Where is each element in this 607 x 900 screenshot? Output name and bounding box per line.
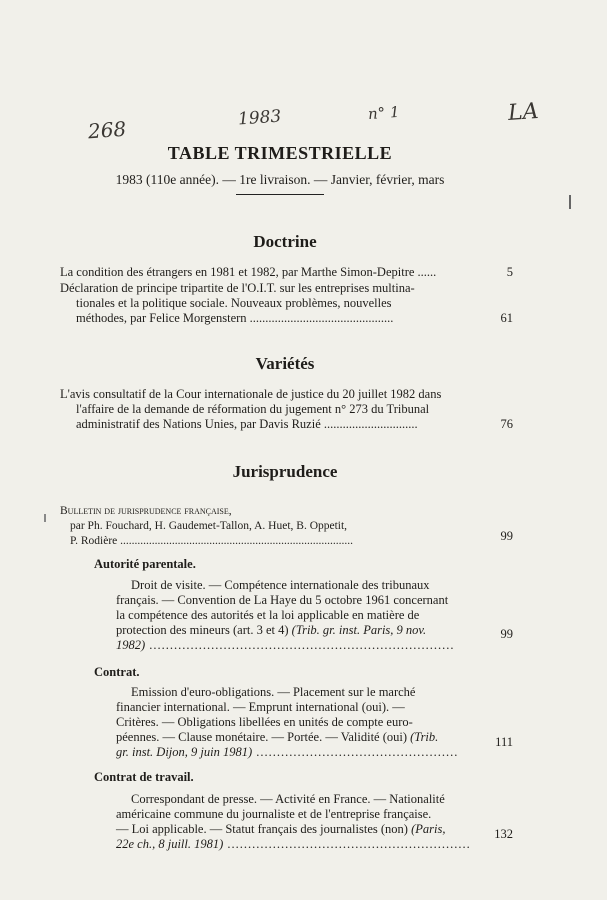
- toc-entry-text: tionales et la politique sociale. Nouveaux problèmes, nouvelles: [76, 296, 392, 310]
- toc-entry-text: l'affaire de la demande de réformation du jugement n° 273 du Tribunal: [76, 402, 430, 416]
- toc-entry-text: Correspondant de presse. — Activité en France. — Nationalité: [131, 792, 445, 806]
- toc-entry: [60, 387, 474, 432]
- toc-entry-text: protection des mineurs (art. 3 et 4): [116, 623, 292, 637]
- toc-entry-leader: .................................................: [252, 745, 459, 759]
- page-title: TABLE TRIMESTRIELLE: [167, 143, 393, 163]
- toc-page-number: 61: [500, 311, 513, 325]
- toc-entry-citation: 22e ch., 8 juill. 1981): [116, 837, 224, 851]
- toc-entry-text: L'avis consultatif de la Cour internationale de justice du 20 juillet 1982 dans: [60, 387, 442, 401]
- toc-entry-text: français. — Convention de La Haye du 5 octobre 1961 concernant: [116, 593, 449, 607]
- handwritten-note-issue: n° 1: [367, 102, 401, 124]
- toc-entry-citation: (Trib.: [410, 730, 439, 744]
- subsection-heading: Autorité parentale.: [94, 557, 196, 571]
- toc-entry-text: Critères. — Obligations libellées en unités de compte euro-: [116, 715, 413, 729]
- toc-entry-bulletin: [60, 504, 474, 549]
- toc-entry-citation: (Trib. gr. inst. Paris, 9 nov.: [291, 623, 427, 637]
- handwritten-note-number: 268: [87, 116, 127, 144]
- toc-entry-leader: ..........................................................................: [145, 638, 455, 652]
- handwritten-note-initials: LA: [507, 98, 540, 127]
- toc-entry-text: — Loi applicable. — Statut français des journalistes (non): [116, 822, 412, 836]
- toc-entry-text: Bulletin de jurisprudence française,: [60, 505, 232, 517]
- page-subtitle: 1983 (110e année). — 1re livraison. — Janvier, février, mars: [115, 172, 445, 187]
- toc-entry-text: péennes. — Clause monétaire. — Portée. — Validité (oui): [116, 730, 411, 744]
- toc-entry-text: La condition des étrangers en 1981 et 1982, par Marthe Simon-Depitre ......: [60, 265, 437, 279]
- margin-mark: [44, 514, 46, 522]
- toc-entry-text: Déclaration de principe tripartite de l'O.I.T. sur les entreprises multina-: [60, 281, 415, 295]
- toc-entry: [60, 265, 474, 280]
- subsection-heading: Contrat de travail.: [94, 770, 194, 784]
- toc-entry: [60, 281, 474, 326]
- toc-entry-text: la compétence des autorités et la loi applicable en matière de: [116, 608, 420, 622]
- section-heading-doctrine: Doctrine: [253, 232, 317, 251]
- subsection-heading: Contrat.: [94, 665, 140, 679]
- toc-page-number: 99: [500, 627, 513, 641]
- section-heading-jurisprudence: Jurisprudence: [232, 462, 338, 481]
- toc-page-number: 76: [500, 417, 513, 431]
- toc-entry-citation: 1982): [116, 638, 146, 652]
- toc-entry-text: par Ph. Fouchard, H. Gaudemet-Tallon, A. Huet, B. Oppetit,: [70, 520, 348, 532]
- title-divider: [236, 194, 324, 195]
- section-heading-varietes: Variétés: [255, 354, 315, 373]
- toc-page-number: 132: [494, 827, 513, 841]
- toc-page-number: 5: [506, 265, 513, 279]
- margin-mark: [569, 195, 571, 209]
- toc-entry-text: financier international. — Emprunt international (oui). —: [116, 700, 405, 714]
- toc-entry-text: Emission d'euro-obligations. — Placement sur le marché: [131, 685, 416, 699]
- toc-entry-leader: ...........................................................: [223, 837, 471, 851]
- toc-entry-text: P. Rodière .................................................................................: [70, 535, 354, 547]
- toc-entry-text: administratif des Nations Unies, par Davis Ruzié ..............................: [76, 417, 418, 431]
- toc-sub-entry: [116, 578, 476, 653]
- toc-sub-entry: [116, 792, 476, 852]
- toc-entry-text: américaine commune du journaliste et de l'entreprise française.: [116, 807, 432, 821]
- toc-page-number: 111: [495, 735, 513, 749]
- toc-entry-citation: gr. inst. Dijon, 9 juin 1981): [116, 745, 253, 759]
- toc-entry-text: Droit de visite. — Compétence internationale des tribunaux: [131, 578, 430, 592]
- toc-entry-text: méthodes, par Felice Morgenstern ..............................................: [76, 311, 394, 325]
- toc-page-number: 99: [500, 529, 513, 543]
- toc-sub-entry: [116, 685, 476, 760]
- toc-entry-citation: (Paris,: [411, 822, 446, 836]
- handwritten-note-year: 1983: [237, 106, 282, 130]
